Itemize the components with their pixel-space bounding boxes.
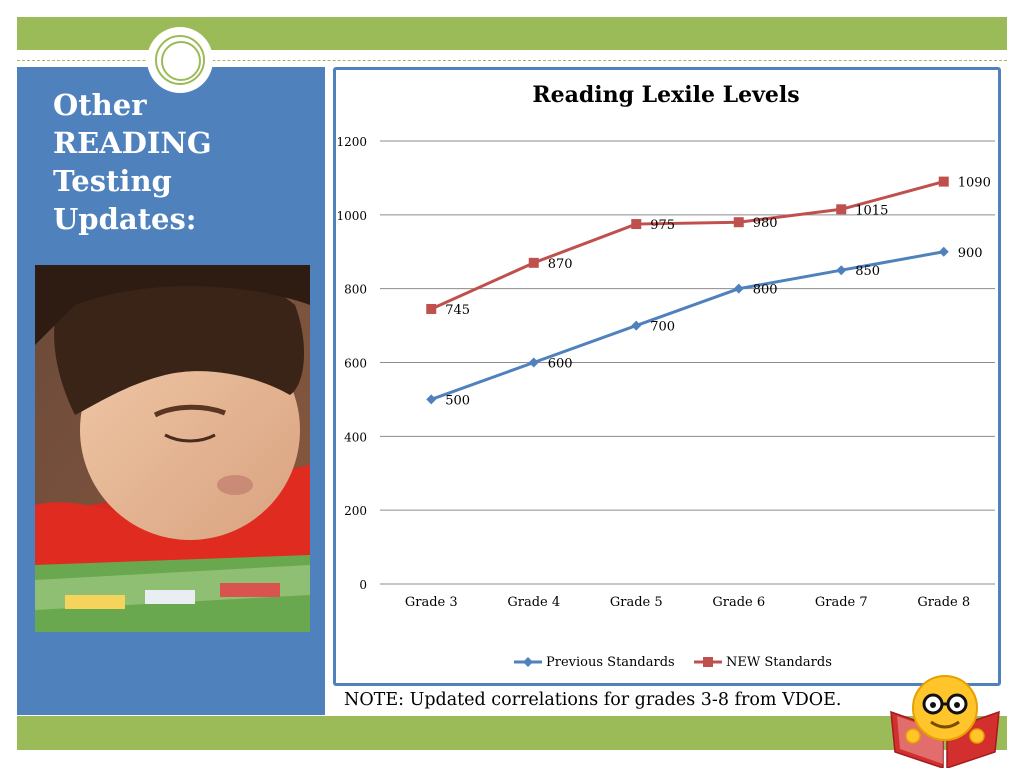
data-point-marker <box>939 247 949 257</box>
data-label: 900 <box>957 245 983 261</box>
data-label: 975 <box>650 218 676 234</box>
data-label: 600 <box>547 356 573 372</box>
data-point-marker <box>836 204 846 214</box>
data-label: 850 <box>855 264 881 280</box>
data-point-marker <box>734 217 744 227</box>
reading-smiley-icon <box>885 672 1005 768</box>
data-point-marker <box>631 219 641 229</box>
data-label: 1015 <box>855 203 889 219</box>
x-axis-ticks <box>405 595 970 610</box>
y-tick-label: 400 <box>344 430 367 445</box>
legend-marker <box>523 657 533 667</box>
data-label: 980 <box>752 216 778 232</box>
slide-title-line: READING <box>53 126 212 160</box>
bottom-accent-band <box>17 716 1007 750</box>
data-point-marker <box>939 177 949 187</box>
x-tick-label: Grade 7 <box>814 595 868 610</box>
slide-title-line: Other <box>53 88 147 122</box>
data-label: 870 <box>547 256 573 272</box>
data-labels <box>445 176 991 409</box>
chart-legend <box>514 655 832 670</box>
data-point-marker <box>631 321 641 331</box>
data-label: 500 <box>445 393 471 409</box>
legend-label: NEW Standards <box>726 655 832 670</box>
data-point-marker <box>529 258 539 268</box>
data-point-marker <box>426 304 436 314</box>
slide-title-line: Testing <box>53 164 172 198</box>
reading-emoji-mascot <box>885 672 1005 772</box>
data-label: 700 <box>650 319 676 335</box>
data-label: 800 <box>752 282 778 298</box>
y-tick-label: 200 <box>344 504 367 519</box>
x-tick-label: Grade 5 <box>609 595 663 610</box>
y-tick-label: 1000 <box>336 208 367 223</box>
data-label: 1090 <box>957 175 991 191</box>
y-tick-label: 0 <box>359 578 367 592</box>
chart-gridlines <box>380 141 995 584</box>
x-tick-label: Grade 3 <box>404 595 458 610</box>
y-tick-label: 1200 <box>336 135 367 149</box>
chart-title: Reading Lexile Levels <box>532 82 800 108</box>
legend-marker <box>703 657 713 667</box>
y-tick-label: 600 <box>344 356 367 371</box>
data-label: 745 <box>445 302 471 318</box>
slide-title-line: Updates: <box>53 202 197 236</box>
data-point-marker <box>426 394 436 404</box>
legend-label: Previous Standards <box>546 655 675 670</box>
y-tick-label: 800 <box>344 282 367 297</box>
x-tick-label: Grade 6 <box>712 595 766 610</box>
x-tick-label: Grade 4 <box>507 595 561 610</box>
series-line-new <box>431 182 944 309</box>
data-point-marker <box>529 358 539 368</box>
data-point-marker <box>836 265 846 275</box>
y-axis-ticks <box>336 135 367 592</box>
footnote: NOTE: Updated correlations for grades 3-8 from VDOE. <box>344 690 842 710</box>
data-point-marker <box>734 284 744 294</box>
x-tick-label: Grade 8 <box>917 595 971 610</box>
